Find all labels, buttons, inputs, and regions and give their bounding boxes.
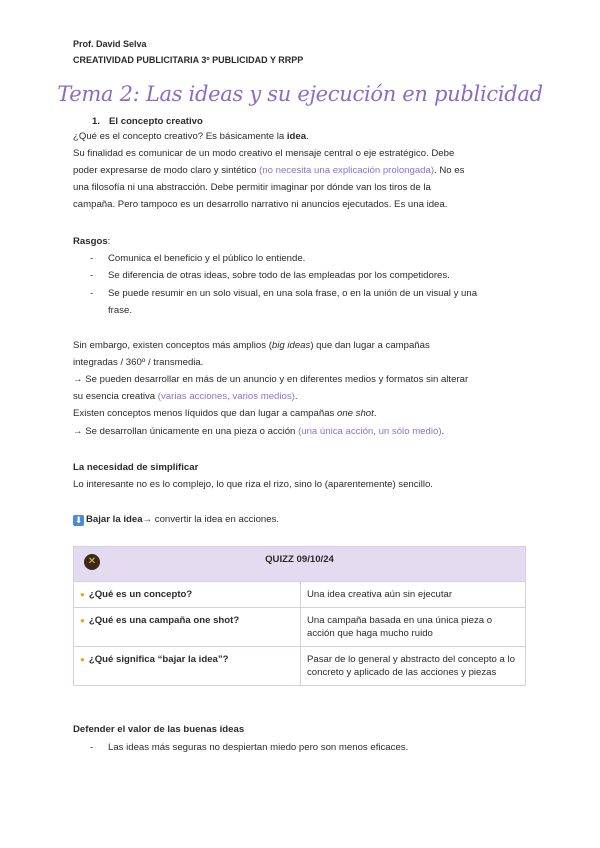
text-run: : xyxy=(107,236,111,247)
list-text: Comunica el beneficio y el público lo entiende. xyxy=(108,253,306,264)
text-run: . xyxy=(441,426,445,437)
section-heading xyxy=(92,116,203,127)
paragraph-line xyxy=(73,165,464,177)
text-run-italic: big ideas xyxy=(271,340,311,351)
text-run-bold: Rasgos xyxy=(73,236,108,247)
section-title: El concepto creativo xyxy=(109,116,203,127)
text-run: ¿Qué es el concepto creativo? Es básicamente la xyxy=(73,131,287,142)
text-run: . xyxy=(306,131,309,142)
quiz-question xyxy=(74,647,301,686)
down-arrow-icon: ⬇ xyxy=(74,515,83,525)
list-dash: - xyxy=(90,742,94,753)
paragraph-line: → Se pueden desarrollar en más de un anuncio y en diferentes medios y formatos sin alterar xyxy=(73,374,469,385)
paragraph-line: integradas / 360º / transmedia. xyxy=(73,357,204,368)
text-run: ) que dan lugar a campañas xyxy=(310,340,430,351)
table-row xyxy=(74,647,526,686)
author-header: Prof. David Selva xyxy=(73,39,147,49)
list-dash: - xyxy=(90,288,94,299)
bullet-icon: ● xyxy=(80,616,85,625)
list-text: Se puede resumir en un solo visual, en una sola frase, o en la unión de un visual y una xyxy=(108,288,478,299)
subheading-defender: Defender el valor de las buenas ideas xyxy=(73,724,245,735)
paragraph-line xyxy=(73,391,298,403)
text-run: su esencia creativa xyxy=(73,391,158,402)
paragraph-line: una filosofía ni una abstracción. Debe permitir imaginar por dónde van los tiros de la xyxy=(73,182,431,193)
bajar-line xyxy=(73,514,279,526)
text-run: → convertir la idea en acciones. xyxy=(142,514,280,525)
quiz-answer: Una campaña basada en una única pieza o acción que haga mucho ruido xyxy=(301,608,526,647)
text-run-highlight: (varias acciones, varios medios) xyxy=(157,391,295,402)
paragraph-line xyxy=(73,408,376,420)
course-header: CREATIVIDAD PUBLICITARIA 3º PUBLICIDAD Y RRPP xyxy=(73,55,304,65)
text-run-bold: Bajar la idea xyxy=(86,514,143,525)
list-text: Se diferencia de otras ideas, sobre todo de las empleadas por los competidores. xyxy=(108,270,450,281)
paragraph-line xyxy=(73,426,444,438)
section-number: 1. xyxy=(92,116,101,127)
list-text: frase. xyxy=(108,305,132,316)
question-text: ¿Qué es una campaña one shot? xyxy=(88,615,240,626)
text-run-highlight: (una única acción, un sólo medio) xyxy=(298,426,442,437)
table-row xyxy=(74,608,526,647)
question-text: ¿Qué significa “bajar la idea”? xyxy=(88,654,229,665)
quiz-question xyxy=(74,582,301,608)
subheading-simplificar: La necesidad de simplificar xyxy=(73,462,199,473)
text-run: → Se desarrollan únicamente en una pieza o acción xyxy=(73,426,299,437)
paragraph-line: Su finalidad es comunicar de un modo creativo el mensaje central o eje estratégico. Debe xyxy=(73,148,455,159)
quiz-table xyxy=(73,546,526,686)
question-text: ¿Qué es un concepto? xyxy=(88,589,193,600)
text-run: Existen conceptos menos líquidos que dan lugar a campañas xyxy=(73,408,337,419)
text-run: . xyxy=(373,408,377,419)
text-run-highlight: (no necesita una explicación prolongada) xyxy=(259,165,435,176)
text-run-italic: one shot xyxy=(337,408,374,419)
table-row xyxy=(74,582,526,608)
page-title: Tema 2: Las ideas y su ejecución en publicidad xyxy=(57,82,543,106)
quiz-answer: Pasar de lo general y abstracto del concepto a lo concreto y aplicado de las acciones y piezas xyxy=(301,647,526,686)
paragraph-line: Lo interesante no es lo complejo, lo que riza el rizo, sino lo (aparentemente) sencillo. xyxy=(73,479,433,490)
list-dash: - xyxy=(90,270,94,281)
list-text: Las ideas más seguras no despiertan miedo pero son menos eficaces. xyxy=(108,742,409,753)
text-run: . No es xyxy=(434,165,465,176)
quiz-question xyxy=(74,608,301,647)
text-run: . xyxy=(294,391,298,402)
text-run: poder expresarse de modo claro y sintético xyxy=(73,165,260,176)
text-run-bold: idea xyxy=(286,131,307,142)
quiz-title: QUIZZ 09/10/24 xyxy=(265,554,334,565)
quiz-emblem-icon: ✕ xyxy=(84,554,100,570)
paragraph-line xyxy=(73,131,309,143)
text-run: Sin embargo, existen conceptos más amplios ( xyxy=(73,340,272,351)
paragraph-line xyxy=(73,340,430,352)
list-dash: - xyxy=(90,253,94,264)
bullet-icon: ● xyxy=(80,655,85,664)
quiz-header xyxy=(74,547,526,582)
bullet-icon: ● xyxy=(80,590,85,599)
rasgos-heading xyxy=(73,236,110,248)
paragraph-line: campaña. Pero tampoco es un desarrollo narrativo ni anuncios ejecutados. Es una idea. xyxy=(73,199,448,210)
quiz-answer: Una idea creativa aún sin ejecutar xyxy=(301,582,526,608)
